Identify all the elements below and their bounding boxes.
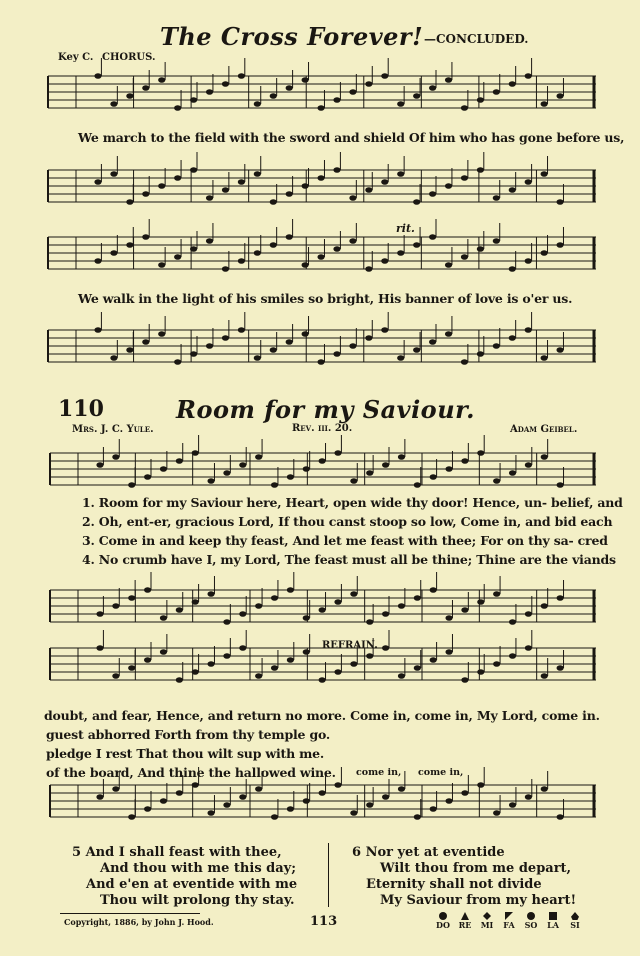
verse6-block <box>352 845 576 909</box>
verse5-line-1: 5 And I shall feast with thee, <box>72 845 282 860</box>
solfa-so-label: SO <box>524 920 538 930</box>
verse6-line-3: Eternity shall not divide <box>366 877 542 892</box>
verse5-line-2: And thou with me this day; <box>100 861 297 876</box>
concluded-label: —CONCLUDED. <box>424 32 529 46</box>
come-in-cue-2: come in, <box>418 767 464 778</box>
come-in-cue-1: come in, <box>356 767 402 778</box>
verse5-block <box>72 845 297 909</box>
solfa-mi <box>476 912 498 930</box>
re-shape-icon <box>461 912 469 920</box>
solfa-re-label: RE <box>458 920 472 930</box>
hymn-title: The Cross Forever! <box>160 22 424 51</box>
refrain-line-3: pledge I rest That thou wilt sup with me. <box>46 746 325 761</box>
solfa-so <box>520 912 542 930</box>
hymn1-lyric-line-1: We march to the field with the sword and shield Of him who has gone before us, <box>78 130 625 145</box>
la-shape-icon <box>549 912 557 920</box>
hymn-number: 110 <box>58 396 104 422</box>
chorus-label: CHORUS. <box>102 52 156 63</box>
hymn1-lyric-line-2: We walk in the light of his smiles so bright, His banner of love is o'er us. <box>78 291 573 306</box>
solfa-fa-label: FA <box>503 920 515 930</box>
so-shape-icon <box>527 912 535 920</box>
mi-shape-icon <box>483 912 491 920</box>
copyright-rule <box>60 913 200 914</box>
verse5-line-3: And e'en at eventide with me <box>86 877 298 892</box>
hymn2-title: Room for my Saviour. <box>176 395 475 424</box>
solfa-do <box>432 912 454 930</box>
si-shape-icon <box>571 912 579 920</box>
refrain-label: REFRAIN. <box>322 640 378 651</box>
verse6-line-1: 6 Nor yet at eventide <box>352 845 505 860</box>
scripture-reference: Rev. iii. 20. <box>292 423 353 434</box>
solfa-si <box>564 912 586 930</box>
solfa-la-label: LA <box>547 920 559 930</box>
verse6-line-2: Wilt thou from me depart, <box>380 861 572 876</box>
solfa-key <box>432 912 588 936</box>
do-shape-icon <box>439 912 447 920</box>
verse-line-4: 4. No crumb have I, my Lord, The feast must all be thine; Thine are the viands <box>82 552 616 567</box>
rit-marking: rit. <box>396 222 415 235</box>
refrain-line-2: guest abhorred Forth from thy temple go. <box>46 727 331 742</box>
verse-line-2: 2. Oh, ent-er, gracious Lord, If thou canst stoop so low, Come in, and bid each <box>82 514 613 529</box>
author-credit: Mrs. J. C. Yule. <box>72 424 154 435</box>
composer-credit: Adam Geibel. <box>510 424 578 435</box>
copyright-notice: Copyright, 1886, by John J. Hood. <box>64 917 214 927</box>
key-label: Key C. <box>58 52 94 63</box>
verse-line-3: 3. Come in and keep thy feast, And let me feast with thee; For on thy sa- cred <box>82 533 608 548</box>
verse6-line-4: My Saviour from my heart! <box>380 893 577 908</box>
page-number: 113 <box>310 914 338 929</box>
refrain-line-4: of the board, And thine the hallowed wine. <box>46 765 336 780</box>
verse-line-1: 1. Room for my Saviour here, Heart, open wide thy door! Hence, un- belief, and <box>82 495 623 510</box>
fa-shape-icon <box>505 912 513 920</box>
solfa-si-label: SI <box>570 920 580 930</box>
solfa-la <box>542 912 564 930</box>
solfa-mi-label: MI <box>480 920 494 930</box>
solfa-re <box>454 912 476 930</box>
verse-divider <box>328 843 329 907</box>
solfa-do-label: DO <box>436 920 450 930</box>
verse5-line-4: Thou wilt prolong thy stay. <box>100 893 295 908</box>
solfa-fa <box>498 912 520 930</box>
refrain-line-1: doubt, and fear, Hence, and return no more. Come in, come in, My Lord, come in. <box>44 708 600 723</box>
